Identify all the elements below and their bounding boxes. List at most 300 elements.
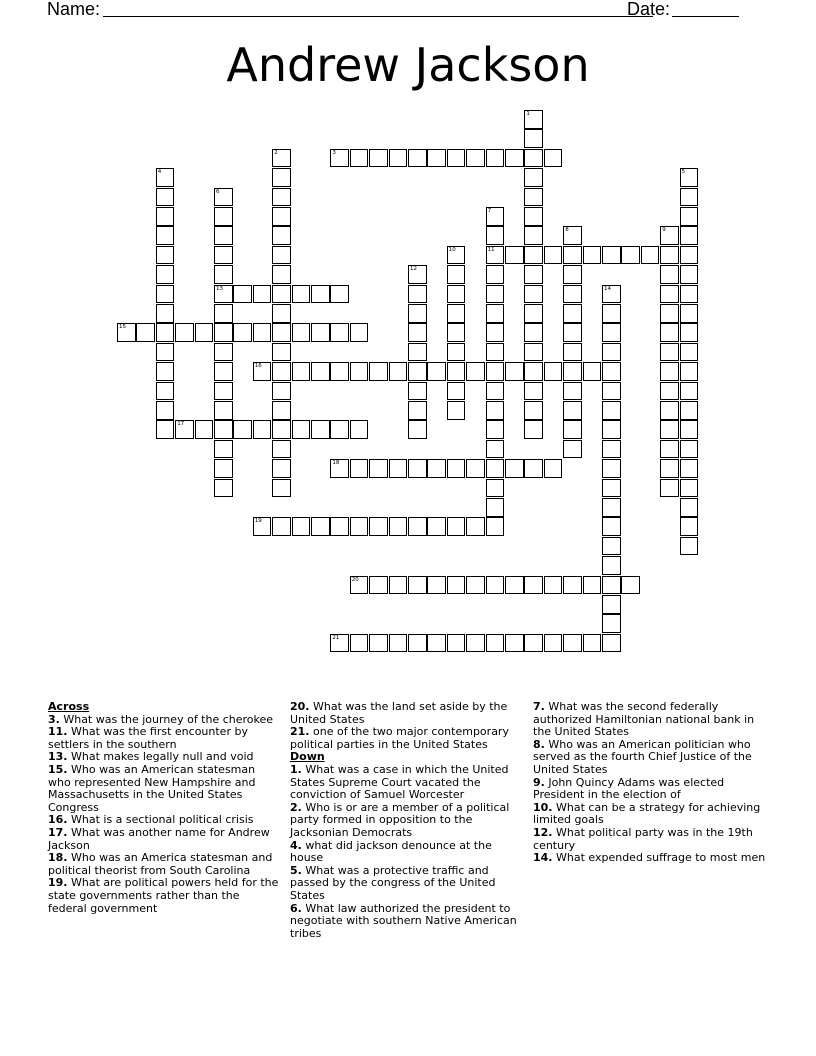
crossword-cell[interactable] (156, 188, 175, 207)
crossword-cell[interactable] (427, 517, 446, 536)
clue-number: 14 (604, 285, 611, 292)
crossword-cell[interactable] (272, 401, 291, 420)
crossword-cell[interactable] (563, 440, 582, 459)
crossword-cell[interactable] (369, 517, 388, 536)
crossword-cell[interactable] (447, 304, 466, 323)
crossword-cell[interactable] (156, 323, 175, 342)
crossword-cell[interactable] (350, 149, 369, 168)
clue-across-11: 11. What was the first encounter by settlers in the southern (48, 725, 248, 751)
crossword-cell[interactable] (680, 207, 699, 226)
crossword-cell[interactable] (253, 285, 272, 304)
crossword-cell[interactable] (408, 517, 427, 536)
crossword-cell[interactable] (524, 246, 543, 265)
crossword-cell[interactable] (524, 129, 543, 148)
crossword-cell[interactable] (272, 382, 291, 401)
crossword-cell[interactable] (505, 634, 524, 653)
crossword-cell[interactable] (680, 246, 699, 265)
crossword-cell[interactable] (214, 323, 233, 342)
crossword-cell[interactable] (680, 440, 699, 459)
crossword-cell[interactable] (350, 323, 369, 342)
crossword-cell[interactable] (272, 323, 291, 342)
crossword-cell[interactable] (369, 576, 388, 595)
crossword-cell[interactable] (466, 362, 485, 381)
crossword-cell[interactable] (311, 517, 330, 536)
crossword-cell[interactable] (660, 265, 679, 284)
crossword-cell[interactable] (389, 576, 408, 595)
crossword-cell[interactable] (602, 440, 621, 459)
crossword-cell[interactable] (486, 634, 505, 653)
crossword-cell[interactable] (214, 401, 233, 420)
crossword-cell[interactable] (214, 226, 233, 245)
crossword-cell[interactable] (680, 537, 699, 556)
clue-across-3: 3. What was the journey of the cherokee (48, 712, 274, 726)
crossword-cell[interactable] (214, 246, 233, 265)
clue-down-8: 8. Who was an American politician who served as the fourth Chief Justice of the United States (533, 737, 752, 776)
crossword-cell[interactable] (583, 362, 602, 381)
crossword-cell[interactable] (272, 479, 291, 498)
crossword-cell[interactable] (486, 498, 505, 517)
crossword-cell[interactable] (214, 362, 233, 381)
crossword-cell[interactable] (156, 226, 175, 245)
crossword-cell[interactable] (486, 226, 505, 245)
crossword-cell[interactable] (330, 149, 349, 168)
crossword-cell[interactable] (292, 420, 311, 439)
crossword-cell[interactable] (447, 634, 466, 653)
crossword-cell[interactable] (330, 362, 349, 381)
crossword-cell[interactable] (486, 246, 505, 265)
crossword-cell[interactable] (350, 576, 369, 595)
crossword-cell[interactable] (602, 517, 621, 536)
crossword-cell[interactable] (292, 362, 311, 381)
clues-column-3 (533, 701, 773, 865)
crossword-cell[interactable] (447, 323, 466, 342)
crossword-cell[interactable] (292, 323, 311, 342)
crossword-cell[interactable] (544, 576, 563, 595)
crossword-cell[interactable] (369, 634, 388, 653)
crossword-cell[interactable] (602, 498, 621, 517)
crossword-cell[interactable] (524, 420, 543, 439)
crossword-cell[interactable] (447, 517, 466, 536)
crossword-cell[interactable] (641, 246, 660, 265)
crossword-cell[interactable] (660, 401, 679, 420)
clue-down-5: 5. What was a protective traffic and passed by the congress of the United States (290, 863, 496, 902)
crossword-cell[interactable] (524, 207, 543, 226)
crossword-cell[interactable] (156, 168, 175, 187)
crossword-cell[interactable] (524, 265, 543, 284)
crossword-cell[interactable] (563, 576, 582, 595)
crossword-cell[interactable] (272, 362, 291, 381)
crossword-cell[interactable] (408, 304, 427, 323)
crossword-cell[interactable] (505, 459, 524, 478)
crossword-cell[interactable] (272, 285, 291, 304)
crossword-cell[interactable] (214, 285, 233, 304)
crossword-cell[interactable] (505, 362, 524, 381)
crossword-cell[interactable] (680, 188, 699, 207)
crossword-cell[interactable] (350, 420, 369, 439)
clue-down-6: 6. What law authorized the president to negotiate with southern Native American tribes (290, 901, 517, 940)
crossword-cell[interactable] (505, 576, 524, 595)
crossword-cell[interactable] (524, 188, 543, 207)
crossword-cell[interactable] (486, 576, 505, 595)
crossword-cell[interactable] (214, 265, 233, 284)
crossword-cell[interactable] (544, 149, 563, 168)
crossword-cell[interactable] (447, 401, 466, 420)
crossword-cell[interactable] (350, 459, 369, 478)
crossword-cell[interactable] (583, 634, 602, 653)
crossword-cell[interactable] (389, 517, 408, 536)
crossword-cell[interactable] (602, 285, 621, 304)
clue-down-4: 4. what did jackson denounce at the house (290, 838, 492, 865)
crossword-cell[interactable] (486, 420, 505, 439)
crossword-cell[interactable] (660, 304, 679, 323)
crossword-cell[interactable] (563, 304, 582, 323)
crossword-cell[interactable] (466, 634, 485, 653)
crossword-cell[interactable] (253, 517, 272, 536)
crossword-cell[interactable] (233, 323, 252, 342)
clue-number: 9 (662, 227, 666, 234)
crossword-cell[interactable] (175, 420, 194, 439)
crossword-cell[interactable] (680, 168, 699, 187)
crossword-cell[interactable] (292, 285, 311, 304)
crossword-cell[interactable] (214, 207, 233, 226)
crossword-cell[interactable] (524, 110, 543, 129)
crossword-cell[interactable] (214, 420, 233, 439)
crossword-cell[interactable] (563, 246, 582, 265)
crossword-cell[interactable] (272, 304, 291, 323)
crossword-cell[interactable] (544, 459, 563, 478)
crossword-cell[interactable] (486, 323, 505, 342)
crossword-cell[interactable] (272, 226, 291, 245)
clue-across-16: 16. What is a sectional political crisis (48, 813, 254, 827)
crossword-cell[interactable] (524, 226, 543, 245)
crossword-cell[interactable] (408, 149, 427, 168)
crossword-cell[interactable] (544, 246, 563, 265)
crossword-cell[interactable] (156, 304, 175, 323)
crossword-cell[interactable] (486, 382, 505, 401)
clue-number: 20 (351, 576, 359, 583)
crossword-cell[interactable] (486, 517, 505, 536)
crossword-cell[interactable] (602, 382, 621, 401)
crossword-cell[interactable] (427, 362, 446, 381)
crossword-cell[interactable] (272, 168, 291, 187)
name-label: Name: (47, 0, 101, 19)
crossword-cell[interactable] (447, 285, 466, 304)
crossword-cell[interactable] (602, 401, 621, 420)
crossword-cell[interactable] (680, 226, 699, 245)
crossword-cell[interactable] (369, 459, 388, 478)
crossword-cell[interactable] (447, 343, 466, 362)
crossword-cell[interactable] (544, 362, 563, 381)
crossword-cell[interactable] (660, 343, 679, 362)
crossword-cell[interactable] (563, 265, 582, 284)
crossword-cell[interactable] (272, 440, 291, 459)
crossword-cell[interactable] (156, 207, 175, 226)
crossword-cell[interactable] (680, 343, 699, 362)
crossword-cell[interactable] (680, 362, 699, 381)
crossword-cell[interactable] (272, 420, 291, 439)
crossword-cell[interactable] (660, 382, 679, 401)
crossword-cell[interactable] (660, 420, 679, 439)
crossword-cell[interactable] (486, 459, 505, 478)
clue-number: 3 (332, 149, 336, 156)
crossword-cell[interactable] (272, 265, 291, 284)
crossword-cell[interactable] (602, 595, 621, 614)
clue-down-7: 7. What was the second federally authorized Hamiltonian national bank in the United States (533, 700, 755, 739)
clue-across-13: 13. What makes legally null and void (48, 750, 254, 764)
clue-down-12: 12. What political party was in the 19th century (533, 825, 753, 852)
crossword-cell[interactable] (156, 246, 175, 265)
crossword-cell[interactable] (660, 285, 679, 304)
crossword-cell[interactable] (311, 285, 330, 304)
crossword-cell[interactable] (350, 517, 369, 536)
crossword-cell[interactable] (311, 362, 330, 381)
crossword-cell[interactable] (427, 459, 446, 478)
crossword-cell[interactable] (563, 401, 582, 420)
crossword-cell[interactable] (214, 459, 233, 478)
crossword-cell[interactable] (563, 634, 582, 653)
crossword-cell[interactable] (311, 420, 330, 439)
crossword-cell[interactable] (369, 362, 388, 381)
down-heading: Down (290, 750, 325, 764)
crossword-cell[interactable] (330, 323, 349, 342)
clue-down-9: 9. John Quincy Adams was elected President in the election of (533, 775, 725, 802)
crossword-cell[interactable] (389, 634, 408, 653)
crossword-cell[interactable] (389, 149, 408, 168)
crossword-cell[interactable] (272, 207, 291, 226)
crossword-cell[interactable] (486, 304, 505, 323)
crossword-cell[interactable] (486, 343, 505, 362)
crossword-cell[interactable] (466, 149, 485, 168)
crossword-cell[interactable] (660, 226, 679, 245)
clue-across-18: 18. Who was an America statesman and political theorist from South Carolina (48, 851, 273, 877)
crossword-cell[interactable] (680, 323, 699, 342)
crossword-cell[interactable] (486, 149, 505, 168)
crossword-cell[interactable] (214, 343, 233, 362)
crossword-cell[interactable] (660, 246, 679, 265)
crossword-cell[interactable] (680, 304, 699, 323)
crossword-cell[interactable] (272, 343, 291, 362)
crossword-cell[interactable] (408, 265, 427, 284)
crossword-cell[interactable] (524, 304, 543, 323)
crossword-cell[interactable] (408, 401, 427, 420)
crossword-cell[interactable] (330, 517, 349, 536)
crossword-cell[interactable] (486, 207, 505, 226)
crossword-cell[interactable] (156, 401, 175, 420)
crossword-cell[interactable] (524, 323, 543, 342)
crossword-cell[interactable] (486, 440, 505, 459)
crossword-cell[interactable] (466, 459, 485, 478)
crossword-cell[interactable] (195, 323, 214, 342)
crossword-cell[interactable] (272, 459, 291, 478)
crossword-cell[interactable] (408, 343, 427, 362)
crossword-cell[interactable] (524, 382, 543, 401)
crossword-cell[interactable] (156, 343, 175, 362)
crossword-cell[interactable] (408, 576, 427, 595)
crossword-cell[interactable] (408, 634, 427, 653)
crossword-cell[interactable] (524, 634, 543, 653)
crossword-cell[interactable] (214, 440, 233, 459)
crossword-cell[interactable] (563, 362, 582, 381)
crossword-cell[interactable] (602, 362, 621, 381)
clue-number: 6 (216, 188, 220, 195)
crossword-cell[interactable] (680, 382, 699, 401)
crossword-cell[interactable] (350, 634, 369, 653)
crossword-cell[interactable] (156, 382, 175, 401)
crossword-cell[interactable] (602, 556, 621, 575)
crossword-cell[interactable] (214, 304, 233, 323)
crossword-cell[interactable] (311, 323, 330, 342)
crossword-cell[interactable] (486, 265, 505, 284)
crossword-cell[interactable] (214, 479, 233, 498)
clue-number: 17 (177, 421, 185, 428)
crossword-cell[interactable] (583, 576, 602, 595)
crossword-cell[interactable] (447, 246, 466, 265)
crossword-cell[interactable] (486, 479, 505, 498)
crossword-cell[interactable] (621, 246, 640, 265)
crossword-cell[interactable] (447, 265, 466, 284)
crossword-cell[interactable] (117, 323, 136, 342)
crossword-cell[interactable] (680, 285, 699, 304)
clue-number: 11 (487, 246, 495, 253)
crossword-cell[interactable] (524, 576, 543, 595)
crossword-cell[interactable] (272, 149, 291, 168)
crossword-cell[interactable] (524, 149, 543, 168)
clue-across-15: 15. Who was an American statesman who represented New Hampshire and Massachusetts in the United States Congress (48, 762, 256, 814)
crossword-cell[interactable] (602, 343, 621, 362)
crossword-cell[interactable] (563, 343, 582, 362)
crossword-cell[interactable] (524, 343, 543, 362)
crossword-cell[interactable] (602, 246, 621, 265)
crossword-cell[interactable] (408, 323, 427, 342)
crossword-cell[interactable] (272, 246, 291, 265)
crossword-cell[interactable] (330, 285, 349, 304)
crossword-cell[interactable] (389, 459, 408, 478)
crossword-cell[interactable] (195, 420, 214, 439)
crossword-cell[interactable] (408, 459, 427, 478)
crossword-cell[interactable] (233, 420, 252, 439)
crossword-cell[interactable] (680, 479, 699, 498)
crossword-cell[interactable] (680, 401, 699, 420)
clue-number: 16 (254, 363, 262, 370)
crossword-cell[interactable] (486, 362, 505, 381)
crossword-cell[interactable] (369, 149, 388, 168)
clue-number: 4 (157, 169, 162, 176)
page-title: Andrew Jackson (226, 38, 590, 92)
crossword-cell[interactable] (660, 459, 679, 478)
crossword-cell[interactable] (524, 362, 543, 381)
crossword-cell[interactable] (544, 634, 563, 653)
crossword-cell[interactable] (660, 479, 679, 498)
crossword-cell[interactable] (330, 420, 349, 439)
clue-across-17: 17. What was another name for Andrew Jackson (48, 825, 270, 852)
crossword-cell[interactable] (680, 498, 699, 517)
crossword-cell[interactable] (330, 634, 349, 653)
across-heading: Across (48, 700, 90, 713)
clue-number: 2 (274, 149, 278, 156)
crossword-cell[interactable] (408, 362, 427, 381)
crossword-cell[interactable] (253, 420, 272, 439)
crossword-cell[interactable] (233, 285, 252, 304)
crossword-cell[interactable] (408, 285, 427, 304)
crossword-cell[interactable] (156, 420, 175, 439)
crossword-cell[interactable] (408, 420, 427, 439)
crossword-cell[interactable] (427, 634, 446, 653)
crossword-cell[interactable] (583, 246, 602, 265)
crossword-cell[interactable] (680, 265, 699, 284)
crossword-cell[interactable] (447, 149, 466, 168)
crossword-cell[interactable] (350, 362, 369, 381)
crossword-cell[interactable] (680, 459, 699, 478)
crossword-cell[interactable] (156, 265, 175, 284)
crossword-cell[interactable] (660, 440, 679, 459)
crossword-cell[interactable] (156, 362, 175, 381)
crossword-cell[interactable] (272, 188, 291, 207)
crossword-cell[interactable] (602, 479, 621, 498)
crossword-cell[interactable] (602, 614, 621, 633)
crossword-cell[interactable] (330, 459, 349, 478)
crossword-cell[interactable] (447, 576, 466, 595)
crossword-cell[interactable] (136, 323, 155, 342)
crossword-cell[interactable] (272, 517, 291, 536)
crossword-cell[interactable] (524, 401, 543, 420)
crossword-cell[interactable] (660, 323, 679, 342)
crossword-cell[interactable] (427, 149, 446, 168)
crossword-cell[interactable] (486, 401, 505, 420)
crossword-cell[interactable] (486, 285, 505, 304)
crossword-cell[interactable] (602, 304, 621, 323)
crossword-cell[interactable] (602, 537, 621, 556)
crossword-cell[interactable] (524, 285, 543, 304)
crossword-cell[interactable] (563, 382, 582, 401)
crossword-cell[interactable] (505, 246, 524, 265)
crossword-cell[interactable] (680, 517, 699, 536)
crossword-cell[interactable] (408, 382, 427, 401)
clue-number: 8 (565, 227, 569, 234)
crossword-cell[interactable] (447, 382, 466, 401)
crossword-cell[interactable] (156, 285, 175, 304)
crossword-cell[interactable] (563, 420, 582, 439)
crossword-cell[interactable] (563, 285, 582, 304)
crossword-cell[interactable] (447, 459, 466, 478)
crossword-cell[interactable] (524, 459, 543, 478)
crossword-cell[interactable] (214, 188, 233, 207)
crossword-cell[interactable] (563, 323, 582, 342)
crossword-cell[interactable] (563, 226, 582, 245)
crossword-cell[interactable] (427, 576, 446, 595)
crossword-cell[interactable] (602, 634, 621, 653)
crossword-cell[interactable] (621, 576, 640, 595)
crossword-cell[interactable] (447, 362, 466, 381)
crossword-cell[interactable] (602, 459, 621, 478)
crossword-cell[interactable] (214, 382, 233, 401)
crossword-cell[interactable] (602, 420, 621, 439)
crossword-cell[interactable] (505, 149, 524, 168)
crossword-cell[interactable] (602, 576, 621, 595)
crossword-cell[interactable] (253, 323, 272, 342)
crossword-cell[interactable] (292, 517, 311, 536)
crossword-cell[interactable] (524, 168, 543, 187)
clue-down-14: 14. What expended suffrage to most men (533, 851, 766, 865)
crossword-cell[interactable] (660, 362, 679, 381)
clue-across-20: 20. What was the land set aside by the United States (290, 700, 508, 726)
crossword-cell[interactable] (175, 323, 194, 342)
crossword-cell[interactable] (602, 323, 621, 342)
crossword-cell[interactable] (253, 362, 272, 381)
crossword-cell[interactable] (389, 362, 408, 381)
crossword-cell[interactable] (466, 517, 485, 536)
crossword-cell[interactable] (466, 576, 485, 595)
crossword-cell[interactable] (680, 420, 699, 439)
